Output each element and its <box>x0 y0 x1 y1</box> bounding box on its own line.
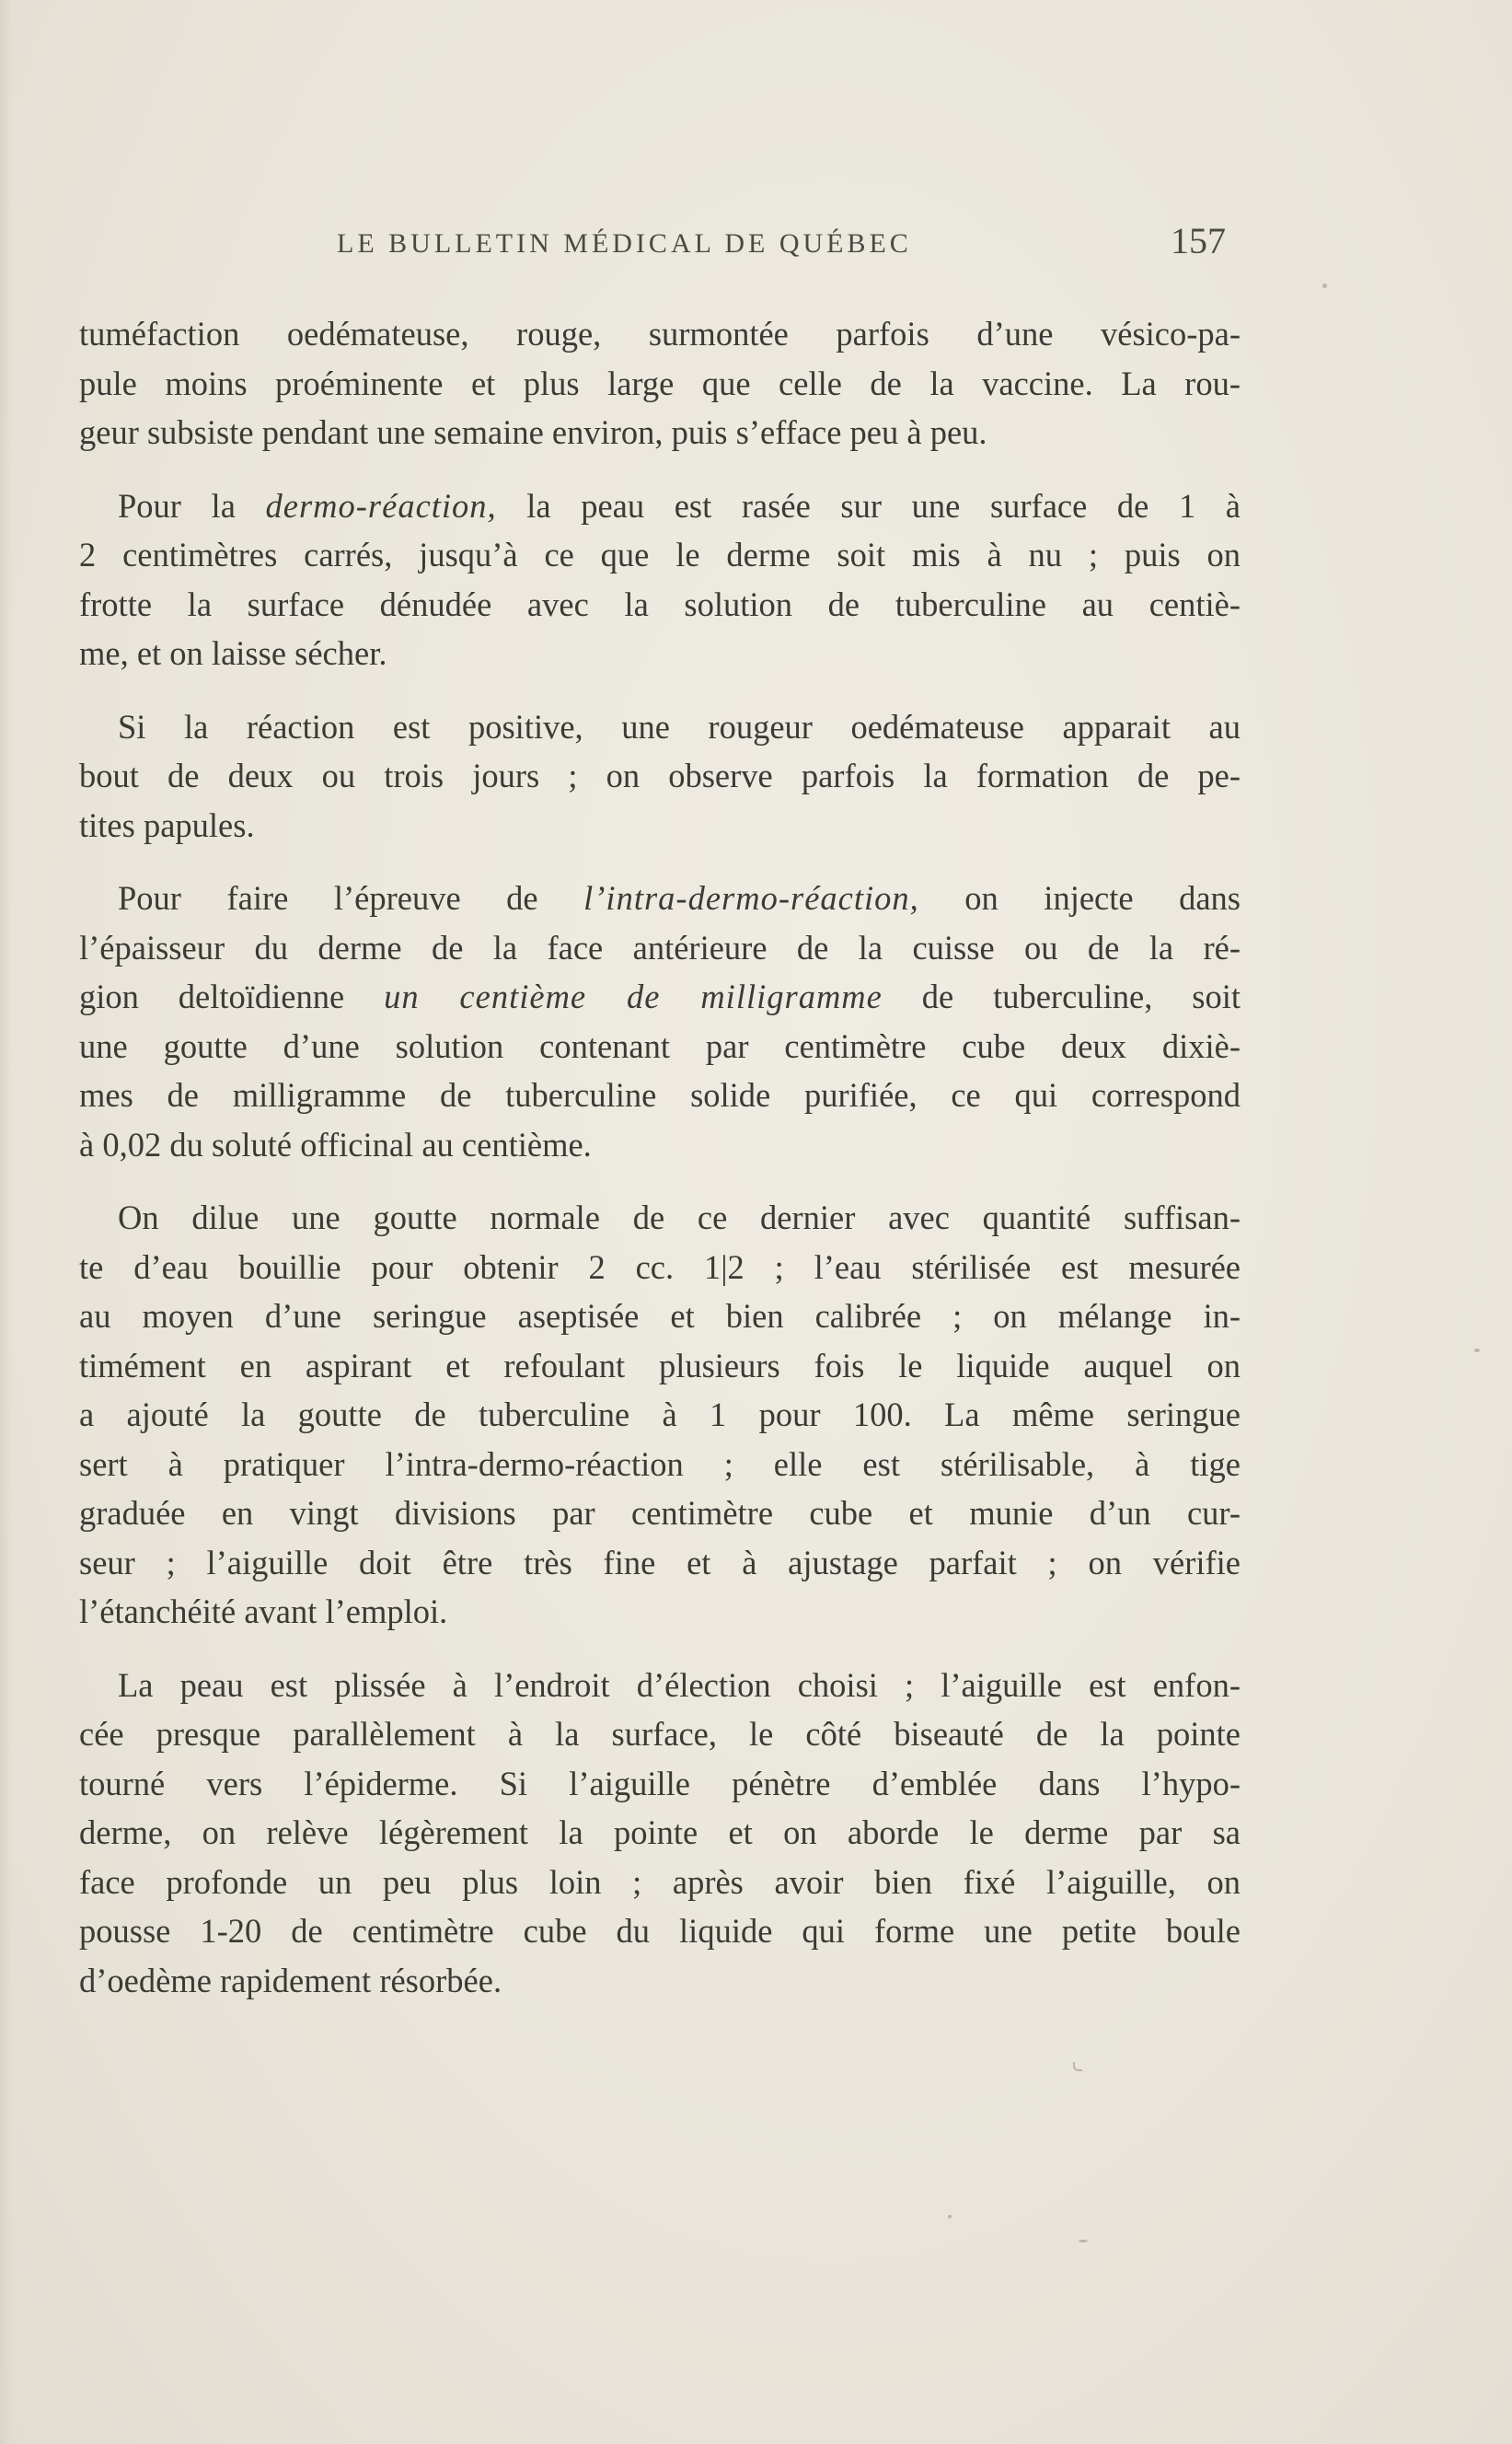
text-line <box>79 874 1241 923</box>
text-line <box>79 923 1241 973</box>
text-line <box>79 1858 1241 1907</box>
paper-speck <box>948 2215 952 2218</box>
text-run: cée presque parallèlement à la surface, le côté biseauté de la pointe <box>79 1715 1241 1753</box>
text-line <box>79 359 1241 409</box>
text-run: l’épaisseur du derme de la face antérieure de la cuisse ou de la ré- <box>79 928 1241 967</box>
text-run: l’étanchéité avant l’emploi. <box>79 1593 448 1630</box>
text-run: tourné vers l’épiderme. Si l’aiguille pénètre d’emblée dans l’hypo- <box>79 1764 1241 1802</box>
italic-term: un centième de milligramme <box>384 978 883 1015</box>
text-line <box>79 1291 1241 1341</box>
text-run: seur ; l’aiguille doit être très fine et à ajustage parfait ; on vérifie <box>79 1543 1241 1581</box>
body-text <box>79 309 1241 2029</box>
text-run: bout de deux ou trois jours ; on observe parfois la formation de pe- <box>79 757 1241 794</box>
text-run: pule moins proéminente et plus large que celle de la vaccine. La rou- <box>79 364 1241 402</box>
text-line <box>79 751 1241 801</box>
text-line <box>79 530 1241 580</box>
text-run: face profonde un peu plus loin ; après avoir bien fixé l’aiguille, on <box>79 1862 1241 1901</box>
text-run: derme, on relève légèrement la pointe et on aborde le derme par sa <box>79 1813 1241 1851</box>
text-run: mes de milligramme de tuberculine solide purifiée, ce qui correspond <box>79 1076 1241 1114</box>
text-run: graduée en vingt divisions par centimètre cube et munie d’un cur- <box>79 1494 1241 1532</box>
text-line <box>79 1341 1241 1391</box>
text-line <box>79 309 1241 359</box>
text-line <box>79 1956 1241 2006</box>
paragraph <box>79 309 1241 458</box>
text-line <box>79 1906 1241 1956</box>
text-line <box>79 1071 1241 1120</box>
text-run: 2 centimètres carrés, jusqu’à ce que le derme soit mis à nu ; puis on <box>79 536 1241 573</box>
text-run: La peau est plissée à l’endroit d’élection choisi ; l’aiguille est enfon- <box>118 1665 1241 1704</box>
text-line <box>79 1488 1241 1538</box>
text-line <box>79 1022 1241 1071</box>
text-run: frotte la surface dénudée avec la solution de tuberculine au centiè- <box>79 585 1241 623</box>
text-line <box>79 408 1241 458</box>
text-run: tuméfaction oedémateuse, rouge, surmontée parfois d’une vésico-pa- <box>79 315 1241 353</box>
text-line <box>79 801 1241 851</box>
text-run: gion deltoïdienne <box>79 978 385 1015</box>
text-line <box>79 1193 1241 1243</box>
text-run: pousse 1-20 de centimètre cube du liquide qui forme une petite boule <box>79 1912 1241 1950</box>
paragraph <box>79 702 1241 851</box>
text-line <box>79 1390 1241 1440</box>
paragraph <box>79 1193 1241 1637</box>
text-run: d’oedème rapidement résorbée. <box>79 1961 502 1999</box>
paper-speck <box>1079 2240 1088 2242</box>
text-run: geur subsiste pendant une semaine environ, puis s’efface peu à peu. <box>79 413 987 451</box>
text-run: tites papules. <box>79 805 255 844</box>
page-header <box>0 219 1512 274</box>
page-edge-shadow <box>0 0 13 2444</box>
text-line <box>79 1808 1241 1858</box>
text-line <box>79 481 1241 531</box>
italic-term: l’intra-dermo-réaction, <box>583 879 919 917</box>
text-run: on injecte dans <box>918 879 1241 917</box>
text-line <box>79 1709 1241 1759</box>
paragraph <box>79 874 1241 1169</box>
text-line <box>79 1661 1241 1710</box>
text-line <box>79 1120 1241 1170</box>
paper-speck <box>1073 2062 1082 2071</box>
text-run: Pour faire l’épreuve de <box>118 879 584 917</box>
text-line <box>79 1587 1241 1637</box>
text-line <box>79 1759 1241 1809</box>
text-line <box>79 629 1241 678</box>
running-title: LE BULLETIN MÉDICAL DE QUÉBEC <box>337 228 912 259</box>
text-line <box>79 1440 1241 1489</box>
text-run: te d’eau bouillie pour obtenir 2 cc. 1|2 ; l’eau stérilisée est mesurée <box>79 1247 1241 1286</box>
text-run: à 0,02 du soluté officinal au centième. <box>79 1125 592 1164</box>
text-line <box>79 702 1241 752</box>
paragraph <box>79 1661 1241 2006</box>
text-run: me, et on laisse sécher. <box>79 634 387 672</box>
paragraph <box>79 481 1241 678</box>
page-number: 157 <box>1171 220 1226 261</box>
italic-term: dermo-réaction, <box>265 486 497 525</box>
text-run: au moyen d’une seringue aseptisée et bien calibrée ; on mélange in- <box>79 1297 1241 1335</box>
text-run: sert à pratiquer l’intra-dermo-réaction ; elle est stérilisable, à tige <box>79 1444 1241 1483</box>
paper-speck <box>1322 284 1327 288</box>
paper-speck <box>1474 1349 1480 1352</box>
text-run: de tuberculine, soit <box>882 978 1241 1015</box>
text-run: Pour la <box>118 486 266 525</box>
text-run: On dilue une goutte normale de ce dernier avec quantité suffisan- <box>118 1199 1241 1236</box>
text-line <box>79 1243 1241 1292</box>
text-run: la peau est rasée sur une surface de 1 à <box>496 486 1241 525</box>
text-run: Si la réaction est positive, une rougeur oedémateuse apparait au <box>118 707 1241 746</box>
text-line <box>79 1538 1241 1588</box>
text-line <box>79 972 1241 1022</box>
text-run: timément en aspirant et refoulant plusieurs fois le liquide auquel on <box>79 1346 1241 1384</box>
text-run: a ajouté la goutte de tuberculine à 1 pour 100. La même seringue <box>79 1396 1241 1433</box>
text-run: une goutte d’une solution contenant par centimètre cube deux dixiè- <box>79 1026 1241 1065</box>
text-line <box>79 580 1241 630</box>
